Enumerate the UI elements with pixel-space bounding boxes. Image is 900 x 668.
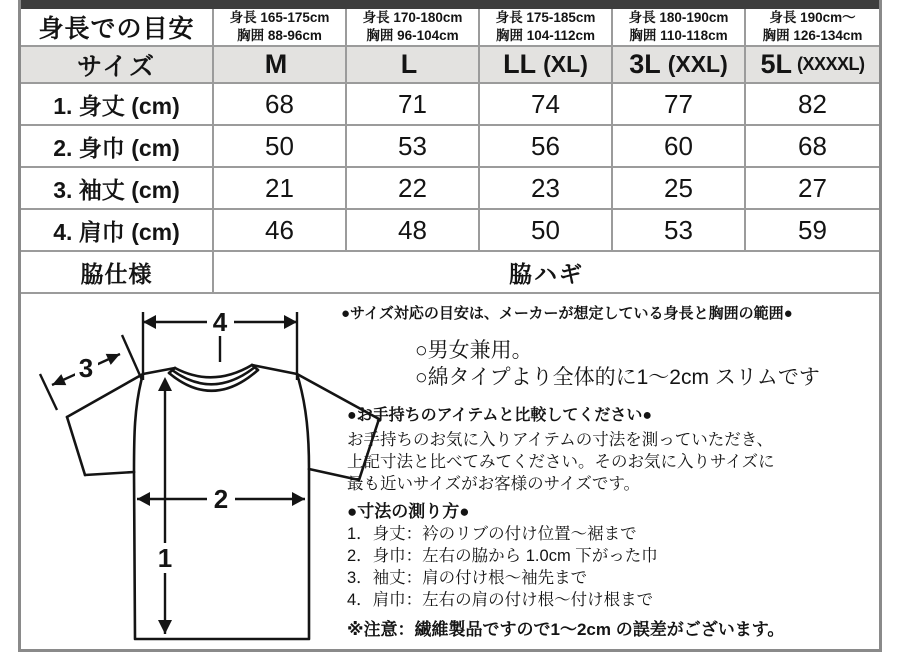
size-cell-3l <box>613 47 746 84</box>
col-header-3l <box>613 9 746 47</box>
size-sub: (XXL) <box>667 51 728 77</box>
note-measure-2: 2．身巾：左右の脇から 1.0cm 下がった巾 <box>347 547 658 565</box>
chest-range: 胸囲 104-112cm <box>495 28 596 43</box>
note-compare-line2: 上記寸法と比べてみてください。そのお気に入りサイズに <box>347 453 775 471</box>
cell-shoulder-5l <box>746 210 879 252</box>
size-name: L <box>400 49 418 79</box>
side-spec-text: 脇ハギ <box>509 260 584 287</box>
cell-value: 68 <box>798 130 827 161</box>
cell-body-width-3l <box>613 126 746 168</box>
cell-value: 48 <box>398 214 427 245</box>
cell-body-width-ll <box>480 126 613 168</box>
cell-body-width-5l <box>746 126 879 168</box>
cell-sleeve-l <box>347 168 480 210</box>
size-cell-ll <box>480 47 613 84</box>
side-spec-label <box>21 252 214 294</box>
chest-range: 胸囲 110-118cm <box>629 28 728 43</box>
row-label: 1. 身丈 (cm) <box>53 92 180 119</box>
side-spec-text: 脇仕様 <box>80 260 153 287</box>
note-measure-1: 1．身丈：衿のリブの付け位置～裾まで <box>347 525 637 543</box>
col-header-5l <box>746 9 879 47</box>
col-header-m <box>214 9 347 47</box>
cell-body-length-l <box>347 84 480 126</box>
size-name: LL <box>503 49 537 79</box>
size-name: M <box>264 49 288 79</box>
note-compare-line3: 最も近いサイズがお客様のサイズです。 <box>347 475 641 493</box>
sizing-notes <box>339 294 875 644</box>
row-label: 3. 袖丈 (cm) <box>53 176 180 203</box>
cell-value: 21 <box>265 172 294 203</box>
row-label-body-length <box>21 84 214 126</box>
size-cell-5l <box>746 47 879 84</box>
size-label: サイズ <box>76 52 156 81</box>
note-size-range: ●サイズ対応の目安は、メーカーが想定している身長と胸囲の範囲● <box>341 305 793 322</box>
cell-body-length-ll <box>480 84 613 126</box>
cell-sleeve-m <box>214 168 347 210</box>
size-cell-m <box>214 47 347 84</box>
note-measure-3: 3．袖丈：肩の付け根～袖先まで <box>347 569 588 587</box>
cell-value: 27 <box>798 172 827 203</box>
measure-label-2: 2 <box>213 484 229 514</box>
cell-value: 74 <box>531 88 560 119</box>
measure-label-4: 4 <box>212 307 228 337</box>
cell-shoulder-3l <box>613 210 746 252</box>
measure-label-3: 3 <box>78 353 94 383</box>
cell-body-length-m <box>214 84 347 126</box>
cell-value: 77 <box>664 88 693 119</box>
chest-range: 胸囲 88-96cm <box>237 28 322 43</box>
size-table <box>21 9 879 294</box>
height-range: 身長 170-180cm <box>362 10 463 26</box>
size-cell-l <box>347 47 480 84</box>
height-range: 身長 165-175cm <box>229 10 330 26</box>
height-range: 身長 180-190cm <box>628 10 729 26</box>
size-row-label <box>21 47 214 84</box>
size-sub: (XXXXL) <box>797 54 865 74</box>
cell-shoulder-ll <box>480 210 613 252</box>
cell-value: 53 <box>398 130 427 161</box>
cell-body-length-3l <box>613 84 746 126</box>
cell-sleeve-3l <box>613 168 746 210</box>
col-header-l <box>347 9 480 47</box>
size-chart-panel <box>18 0 882 652</box>
cell-value: 50 <box>531 214 560 245</box>
cell-value: 25 <box>664 172 693 203</box>
cell-value: 59 <box>798 214 827 245</box>
height-range: 身長 190cm～ <box>769 10 856 26</box>
cell-sleeve-5l <box>746 168 879 210</box>
cell-value: 53 <box>664 214 693 245</box>
height-range: 身長 175-185cm <box>495 10 596 26</box>
note-tolerance: ※注意：繊維製品ですので1～2cm の誤差がございます。 <box>347 620 785 639</box>
size-name: 5L <box>760 49 792 79</box>
cell-value: 71 <box>398 88 427 119</box>
measure-label-1: 1 <box>157 543 173 573</box>
bottom-section <box>21 294 879 649</box>
row-label-shoulder-width <box>21 210 214 252</box>
note-measure-header: ●寸法の測り方● <box>347 502 470 521</box>
chest-range: 胸囲 96-104cm <box>366 28 459 43</box>
cell-value: 22 <box>398 172 427 203</box>
cell-value: 50 <box>265 130 294 161</box>
tshirt-measurement-diagram <box>23 296 385 648</box>
cell-value: 56 <box>531 130 560 161</box>
cell-value: 68 <box>265 88 294 119</box>
top-divider-bar <box>21 0 879 9</box>
cell-value: 60 <box>664 130 693 161</box>
cell-sleeve-ll <box>480 168 613 210</box>
cell-body-width-m <box>214 126 347 168</box>
note-measure-4: 4．肩巾：左右の肩の付け根～付け根まで <box>347 591 654 609</box>
side-spec-value <box>214 252 879 294</box>
cell-value: 82 <box>798 88 827 119</box>
chest-range: 胸囲 126-134cm <box>762 28 863 43</box>
cell-value: 46 <box>265 214 294 245</box>
row-label-sleeve-length <box>21 168 214 210</box>
note-compare-header: ●お手持ちのアイテムと比較してください● <box>347 407 653 424</box>
col-header-ll <box>480 9 613 47</box>
row-label: 2. 身巾 (cm) <box>53 134 180 161</box>
row-label: 4. 肩巾 (cm) <box>53 218 180 245</box>
cell-shoulder-l <box>347 210 480 252</box>
cell-body-length-5l <box>746 84 879 126</box>
cell-shoulder-m <box>214 210 347 252</box>
note-compare-line1: お手持ちのお気に入りアイテムの寸法を測っていただき、 <box>347 431 774 449</box>
cell-body-width-l <box>347 126 480 168</box>
row-label-body-width <box>21 126 214 168</box>
guide-label: 身長での目安 <box>38 15 195 43</box>
note-unisex: ○男女兼用。 <box>415 339 533 362</box>
cell-value: 23 <box>531 172 560 203</box>
size-name: 3L <box>629 49 661 79</box>
table-header-guide <box>21 9 214 47</box>
note-slim-fit: ○綿タイプより全体的に1～2cm スリムです <box>415 366 820 389</box>
size-sub: (XL) <box>543 51 588 77</box>
